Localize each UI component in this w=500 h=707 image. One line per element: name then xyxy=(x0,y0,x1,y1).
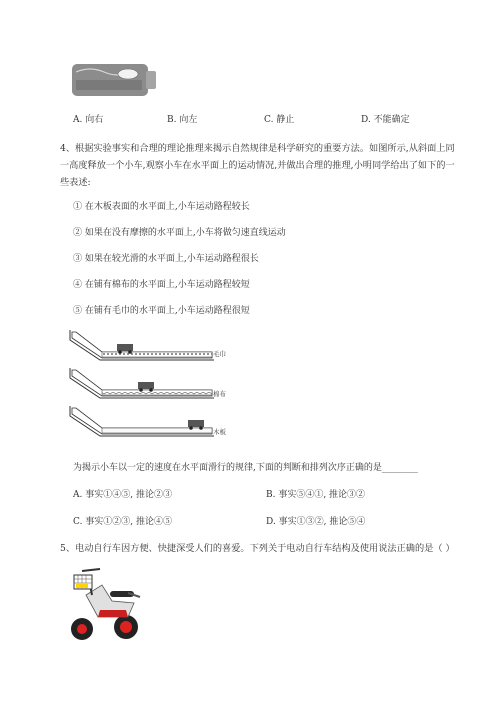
q3-option-c[interactable]: C. 静止 xyxy=(264,115,295,125)
q4-stem-line-3: 些表述: xyxy=(60,177,91,188)
incline-towel xyxy=(70,330,214,360)
q4-statement-5: ⑤ 在铺有毛巾的水平面上,小车运动路程很短 xyxy=(73,306,250,316)
electric-bike-figure xyxy=(68,555,148,645)
q4-option-b[interactable]: B. 事实⑤④①, 推论③② xyxy=(266,490,366,500)
q3-option-d[interactable]: D. 不能确定 xyxy=(361,115,410,125)
q4-option-d[interactable]: D. 事实①③②, 推论⑤④ xyxy=(266,517,366,527)
q4-option-a[interactable]: A. 事实①④⑤, 推论②③ xyxy=(73,490,172,500)
q4-statement-3: ③ 如果在较光滑的水平面上,小车运动路程很长 xyxy=(73,254,259,264)
q4-option-c[interactable]: C. 事实①②③, 推论④⑤ xyxy=(73,517,173,527)
q4-incline-figure xyxy=(62,328,242,443)
q4-statement-4: ④ 在铺有棉布的水平面上,小车运动路程较短 xyxy=(73,280,250,290)
q3-option-b[interactable]: B. 向左 xyxy=(167,115,198,125)
figure-label-cotton: 棉布 xyxy=(213,390,226,398)
q4-stem-line-2: 一高度释放一个小车,观察小车在水平面上的运动情况,并做出合理的推理,小明同学给出了如下的一 xyxy=(60,160,455,171)
figure-label-towel: 毛巾 xyxy=(213,350,226,358)
incline-cotton xyxy=(70,368,214,398)
q4-question: 为揭示小车以一定的速度在水平面滑行的规律,下面的判断和排列次序正确的是________ xyxy=(73,463,418,473)
q5-stem: 5、电动自行车因方便、快捷深受人们的喜爱。下列关于电动自行车结构及使用说法正确的是（ ） xyxy=(60,543,455,554)
figure-label-board: 木板 xyxy=(213,428,226,436)
q4-statement-2: ② 如果在没有摩擦的水平面上,小车将做匀速直线运动 xyxy=(73,228,286,238)
q3-object-figure xyxy=(70,60,160,100)
incline-board xyxy=(70,406,214,436)
q4-statement-1: ① 在木板表面的水平面上,小车运动路程较长 xyxy=(73,202,250,212)
q4-stem-line-1: 4、根据实验事实和合理的理论推理来揭示自然规律是科学研究的重要方法。如图所示,从斜面上同 xyxy=(60,143,455,154)
q3-option-a[interactable]: A. 向右 xyxy=(73,115,104,125)
